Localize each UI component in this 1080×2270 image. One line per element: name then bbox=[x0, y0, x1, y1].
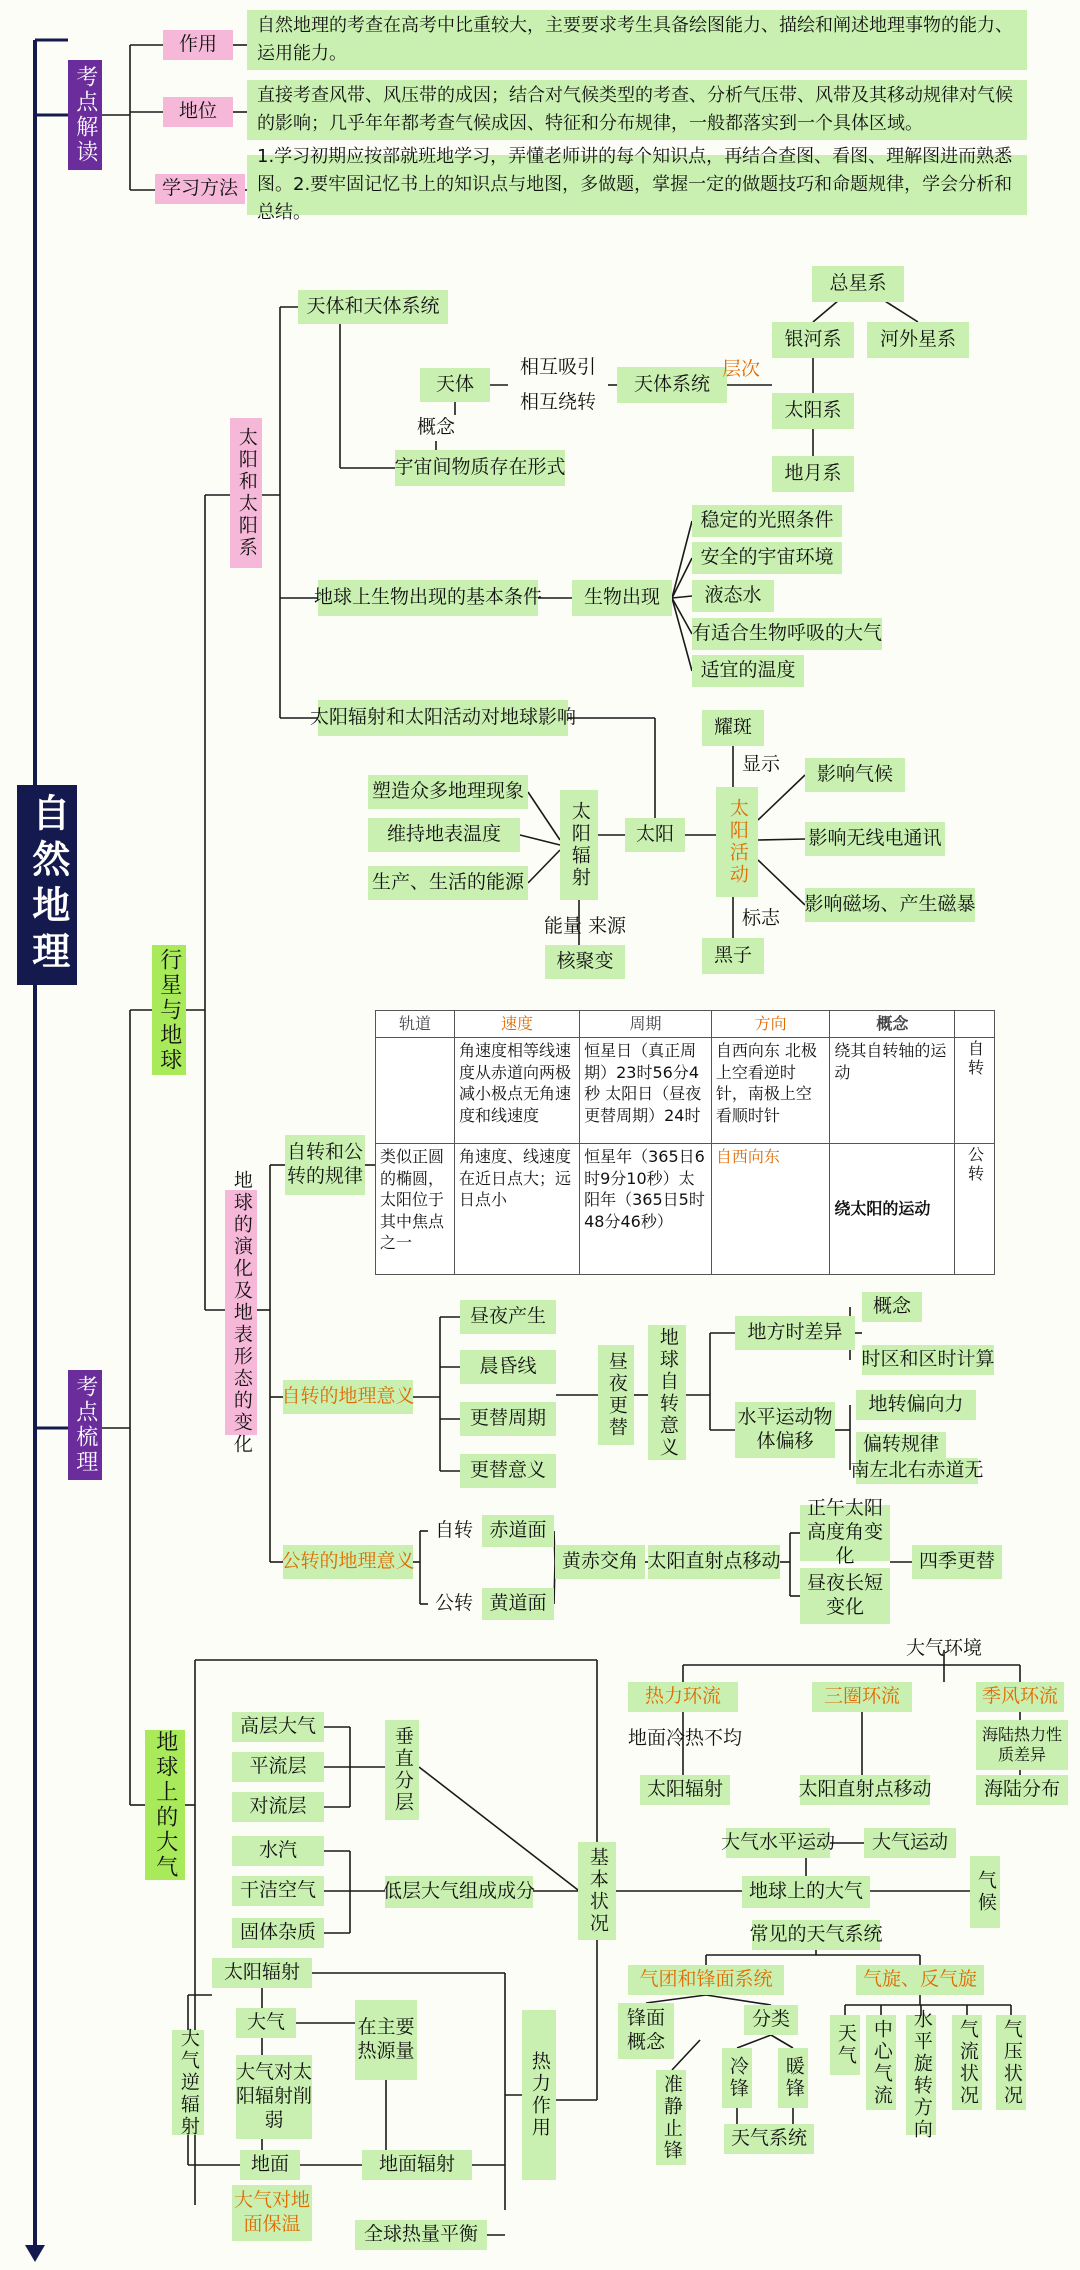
sun-node: 太阳 bbox=[625, 818, 685, 852]
comp-dry-air: 干洁空气 bbox=[232, 1876, 324, 1906]
cyclone-airflow: 气流状况 bbox=[952, 2015, 982, 2110]
earth-moon-system: 地月系 bbox=[772, 456, 854, 492]
connector bbox=[672, 2040, 700, 2070]
solar-system: 太阳系 bbox=[772, 393, 854, 429]
root-title: 自然地理 bbox=[17, 785, 77, 985]
life-item-light: 稳定的光照条件 bbox=[692, 505, 842, 537]
thermal-solar-radiation: 太阳辐射 bbox=[640, 1775, 730, 1805]
level-label: 层次 bbox=[721, 358, 760, 381]
rotation-period: 恒星日（真正周期）23时56分4秒 太阳日（昼夜更替周期）24时 bbox=[580, 1038, 712, 1144]
direct-point-movement: 太阳直射点移动 bbox=[648, 1545, 780, 1579]
part1-label-status: 地位 bbox=[163, 97, 233, 127]
season-change: 四季更替 bbox=[912, 1545, 1002, 1579]
connector bbox=[419, 1767, 578, 1890]
impact-climate: 影响气候 bbox=[805, 758, 905, 792]
life-item-water: 液态水 bbox=[692, 580, 774, 612]
rotation-revolution-table bbox=[375, 1010, 995, 1275]
rotation-speed: 角速度相等线速度从赤道向两极减小极点无角速度和线速度 bbox=[455, 1038, 580, 1144]
part1-text-role: 自然地理的考查在高考中比重较大，主要要求考生具备绘图能力、描绘和阐述地理事物的能力、运用能力。 bbox=[247, 10, 1027, 70]
impact-radio: 影响无线电通讯 bbox=[805, 822, 945, 856]
layer-stratosphere: 平流层 bbox=[232, 1752, 324, 1782]
heat-balance: 全球热量平衡 bbox=[355, 2220, 487, 2250]
ground-radiation: 地面辐射 bbox=[362, 2150, 472, 2180]
radiation-item-temperature: 维持地表温度 bbox=[368, 818, 520, 852]
earth-atmosphere: 地球上的大气 bbox=[742, 1876, 870, 1908]
part1-title: 考点解读 bbox=[68, 60, 102, 170]
life-item-atmosphere: 有适合生物呼吸的大气 bbox=[692, 618, 882, 650]
ground-insulation: 大气对地面保温 bbox=[232, 2185, 312, 2241]
ecliptic-plane: 黄道面 bbox=[482, 1588, 554, 1620]
revolution-meaning: 公转的地理意义 bbox=[283, 1545, 413, 1579]
atmos-weakening: 大气对太阳辐射削弱 bbox=[236, 2055, 312, 2139]
rotation-direction: 自西向东 北极上空看逆时针，南极上空看顺时针 bbox=[711, 1038, 830, 1144]
radiation-item-phenomena: 塑造众多地理现象 bbox=[368, 775, 528, 809]
land-sea-thermal: 海陆热力性质差异 bbox=[976, 1720, 1068, 1770]
connector bbox=[528, 850, 560, 883]
front-concept: 锋面概念 bbox=[618, 2003, 674, 2059]
celestial-body: 天体 bbox=[420, 368, 490, 402]
equator-plane: 赤道面 bbox=[482, 1515, 554, 1547]
connector bbox=[758, 775, 805, 820]
land-sea-distribution: 海陆分布 bbox=[976, 1775, 1068, 1805]
vertical-layers: 垂直分层 bbox=[385, 1720, 419, 1820]
revolution-concept: 绕太阳的运动 bbox=[830, 1143, 955, 1274]
part1-text-status: 直接考查风带、风压带的成因；结合对气候类型的考查、分析气压带、风带及其移动规律对气候的影响；几乎年年都考查气候成因、特征和分布规律，一般都落实到一个具体区域。 bbox=[247, 80, 1027, 140]
connector bbox=[520, 835, 560, 845]
rot-label: 自转 bbox=[434, 1519, 473, 1542]
rotation-significance: 地球自转意义 bbox=[648, 1325, 686, 1460]
connector bbox=[706, 1995, 771, 2005]
celestial-system: 天体系统 bbox=[617, 367, 727, 403]
show-label: 显示 bbox=[741, 753, 780, 776]
horizontal-motion: 大气水平运动 bbox=[726, 1828, 830, 1858]
rotation-law: 自转和公转的规律 bbox=[285, 1135, 365, 1195]
quasi-stationary-front: 准静止锋 bbox=[656, 2070, 686, 2165]
flare: 耀斑 bbox=[702, 710, 764, 746]
table-header-period: 周期 bbox=[580, 1011, 712, 1038]
connector bbox=[672, 596, 692, 598]
monsoon-circulation: 季风环流 bbox=[976, 1682, 1064, 1712]
connector bbox=[528, 792, 560, 840]
revolution-orbit: 类似正圆的椭圆，太阳位于其中焦点之一 bbox=[376, 1143, 455, 1274]
solar-radiation: 太阳辐射 bbox=[560, 790, 598, 900]
part2-title: 考点梳理 bbox=[68, 1370, 102, 1480]
life-item-space: 安全的宇宙环境 bbox=[692, 542, 842, 574]
life-center: 生物出现 bbox=[572, 580, 672, 616]
cold-front: 冷锋 bbox=[722, 2048, 752, 2108]
front-classification: 分类 bbox=[744, 2005, 798, 2035]
extra-galaxy: 河外星系 bbox=[867, 322, 969, 358]
rot-item-period: 更替周期 bbox=[460, 1402, 556, 1436]
connector bbox=[771, 2035, 793, 2048]
local-time-difference: 地方时差异 bbox=[735, 1316, 855, 1350]
comp-water-vapor: 水汽 bbox=[232, 1836, 324, 1866]
deflection-rule-detail: 南左北右赤道无 bbox=[856, 1458, 978, 1484]
cyclone-center-flow: 中心气流 bbox=[866, 2015, 896, 2110]
connector bbox=[646, 1995, 706, 2003]
three-cell-direct-point: 太阳直射点移动 bbox=[800, 1775, 930, 1805]
life-heading: 地球上生物出现的基本条件 bbox=[318, 580, 538, 616]
rot-item-meaning: 更替意义 bbox=[460, 1454, 556, 1488]
sign-label: 标志 bbox=[741, 907, 780, 930]
sunspot: 黑子 bbox=[702, 938, 764, 974]
coriolis-force: 地转偏向力 bbox=[856, 1390, 976, 1420]
celestial-heading: 天体和天体系统 bbox=[298, 290, 448, 324]
revolution-direction: 自西向东 bbox=[711, 1143, 830, 1274]
revolution-speed: 角速度、线速度在近日点大；远日点小 bbox=[455, 1143, 580, 1274]
rotation-orbit bbox=[376, 1038, 455, 1144]
noon-angle-change: 正午太阳高度角变化 bbox=[800, 1505, 890, 1561]
cyclone-pressure: 气压状况 bbox=[996, 2015, 1026, 2110]
source-label: 来源 bbox=[587, 915, 626, 938]
energy-label: 能量 bbox=[543, 915, 582, 938]
rot-item-terminator: 晨昏线 bbox=[460, 1350, 556, 1384]
rotation-meaning: 自转的地理意义 bbox=[283, 1380, 413, 1414]
comp-solid: 固体杂质 bbox=[232, 1918, 324, 1948]
thermal-circulation: 热力环流 bbox=[628, 1682, 738, 1712]
sun-system-title: 太阳和太阳系 bbox=[230, 418, 262, 568]
three-cell-circulation: 三圈环流 bbox=[812, 1682, 912, 1712]
part1-label-role: 作用 bbox=[163, 30, 233, 60]
deflection-rule: 偏转规律 bbox=[856, 1432, 946, 1458]
effects-heading: 太阳辐射和太阳活动对地球影响 bbox=[318, 700, 568, 736]
mutual-orbit-label: 相互绕转 bbox=[519, 391, 596, 414]
planet-title: 行星与地球 bbox=[152, 945, 186, 1075]
arrow-down-icon bbox=[25, 2245, 45, 2262]
table-header-blank bbox=[955, 1011, 995, 1038]
thermal-effect: 热力作用 bbox=[522, 2010, 556, 2180]
revolution-period: 恒星年（365日6时9分10秒）太阳年（365日5时48分46秒） bbox=[580, 1143, 712, 1274]
solar-activity: 太阳活动 bbox=[716, 787, 758, 897]
main-heat-source: 在主要热源量 bbox=[355, 2000, 417, 2080]
connector bbox=[672, 598, 692, 634]
heat-atmosphere: 大气 bbox=[236, 2008, 296, 2038]
table-header-concept: 概念 bbox=[830, 1011, 955, 1038]
airmass-front: 气团和锋面系统 bbox=[628, 1965, 784, 1995]
nuclear-fusion: 核聚变 bbox=[545, 945, 625, 979]
concept-label: 概念 bbox=[416, 416, 455, 439]
local-time-concept: 概念 bbox=[862, 1292, 922, 1322]
atmospheric-motion: 大气运动 bbox=[864, 1828, 956, 1858]
connector bbox=[672, 521, 692, 598]
uneven-heating: 地面冷热不均 bbox=[628, 1727, 743, 1750]
layer-troposphere: 对流层 bbox=[232, 1792, 324, 1822]
total-galaxy: 总星系 bbox=[812, 266, 904, 302]
connector bbox=[758, 839, 805, 840]
atmosphere-title: 地球上的大气 bbox=[145, 1730, 185, 1880]
cyclone-rotation: 水平旋转方向 bbox=[906, 2015, 936, 2135]
horizontal-deflection: 水平运动物体偏移 bbox=[735, 1402, 835, 1458]
part1-label-method: 学习方法 bbox=[155, 174, 245, 204]
table-header-orbit: 轨道 bbox=[376, 1011, 455, 1038]
rotation-concept: 绕其自转轴的运动 bbox=[830, 1038, 955, 1144]
day-night-alternation: 昼夜更替 bbox=[598, 1345, 634, 1445]
lower-composition: 低层大气组成成分 bbox=[385, 1876, 533, 1908]
heat-solar-radiation: 太阳辐射 bbox=[212, 1958, 312, 1988]
weather-system: 天气系统 bbox=[724, 2124, 814, 2154]
connector bbox=[758, 860, 805, 905]
connector bbox=[737, 2035, 771, 2048]
life-item-temperature: 适宜的温度 bbox=[692, 655, 804, 687]
rotation-name: 自转 bbox=[955, 1038, 995, 1144]
daylength-change: 昼夜长短变化 bbox=[800, 1568, 890, 1624]
climate: 气候 bbox=[970, 1856, 1000, 1928]
milky-way: 银河系 bbox=[772, 322, 854, 358]
matter-form: 宇宙间物质存在形式 bbox=[395, 450, 565, 486]
part1-text-method: 1.学习初期应按部就班地学习，弄懂老师讲的每个知识点，再结合查图、看图、理解图进而熟悉图。2.要牢固记忆书上的知识点与地图，多做题，掌握一定的做题技巧和命题规律，学会分析和总结。 bbox=[247, 155, 1027, 215]
impact-magnetic: 影响磁场、产生磁暴 bbox=[805, 888, 975, 922]
layer-upper: 高层大气 bbox=[232, 1712, 324, 1742]
radiation-item-energy: 生产、生活的能源 bbox=[368, 866, 528, 900]
counter-radiation: 大气逆辐射 bbox=[172, 2030, 204, 2135]
warm-front: 暖锋 bbox=[778, 2048, 808, 2108]
basic-status: 基本状况 bbox=[578, 1842, 616, 1940]
ground: 地面 bbox=[240, 2150, 300, 2180]
evolution-title: 地球的演化及地表形态的变化 bbox=[225, 1190, 257, 1435]
revolution-name: 公转 bbox=[955, 1143, 995, 1274]
obliquity: 黄赤交角 bbox=[555, 1545, 645, 1579]
cyclone-anticyclone: 气旋、反气旋 bbox=[856, 1965, 984, 1995]
rot-item-daynight: 昼夜产生 bbox=[460, 1300, 556, 1334]
connector bbox=[672, 558, 692, 598]
cyclone-weather: 天气 bbox=[830, 2015, 860, 2075]
table-header-direction: 方向 bbox=[711, 1011, 830, 1038]
connector bbox=[672, 598, 692, 671]
table-header-speed: 速度 bbox=[455, 1011, 580, 1038]
rev-label: 公转 bbox=[434, 1592, 473, 1615]
common-weather: 常见的天气系统 bbox=[752, 1920, 880, 1950]
atmos-environment: 大气环境 bbox=[905, 1637, 982, 1660]
time-zone-calc: 时区和区时计算 bbox=[862, 1345, 994, 1375]
mutual-attract-label: 相互吸引 bbox=[519, 356, 596, 379]
